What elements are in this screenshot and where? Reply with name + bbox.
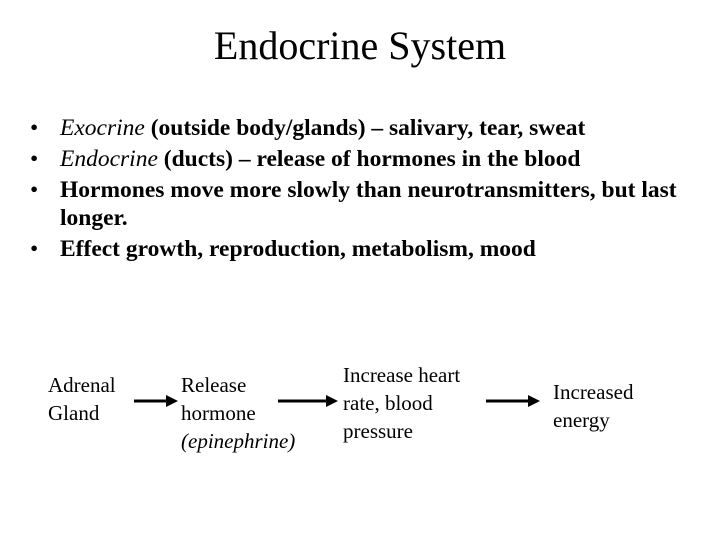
- bullet-term: Endocrine: [60, 146, 158, 172]
- flow-step-increased-energy: [553, 378, 673, 434]
- flow-step-text: (epinephrine): [181, 429, 296, 453]
- bullet-term: Exocrine: [60, 115, 145, 141]
- bullet-text: Hormones move more slowly than neurotransmitters, but last longer.: [60, 177, 677, 231]
- bullet-text: (ducts) – release of hormones in the blood: [157, 146, 581, 172]
- flow-step-text: rate, blood: [343, 391, 433, 415]
- flow-step-text: hormone: [181, 401, 256, 425]
- bullet-icon: •: [30, 177, 39, 203]
- flow-step-increase-heart-rate: [343, 361, 493, 445]
- flow-step-text: Release: [181, 373, 247, 397]
- flow-arrow-icon: [484, 391, 544, 411]
- slide-title: Endocrine System: [213, 23, 507, 68]
- flow-step-text: energy: [553, 408, 610, 432]
- bullet-item: [30, 176, 710, 232]
- bullet-text: Effect growth, reproduction, metabolism, mood: [60, 236, 536, 262]
- flow-step-text: Gland: [48, 401, 100, 425]
- bullet-text: (outside body/glands) – salivary, tear, sweat: [144, 115, 586, 141]
- bullet-icon: •: [30, 236, 39, 262]
- bullet-list: [30, 114, 710, 266]
- bullet-item: [30, 114, 710, 142]
- bullet-item: [30, 145, 710, 173]
- bullet-icon: •: [30, 115, 39, 141]
- flow-arrow-icon: [276, 391, 342, 411]
- bullet-icon: •: [30, 146, 39, 172]
- bullet-item: [30, 235, 710, 263]
- flow-step-text: pressure: [343, 419, 413, 443]
- flow-step-text: Increased: [553, 380, 634, 404]
- flow-step-text: Adrenal: [48, 373, 116, 397]
- flow-step-release-hormone: [181, 371, 331, 455]
- flow-arrow-icon: [132, 391, 180, 411]
- flow-step-adrenal-gland: [48, 371, 138, 427]
- flow-step-text: Increase heart: [343, 363, 461, 387]
